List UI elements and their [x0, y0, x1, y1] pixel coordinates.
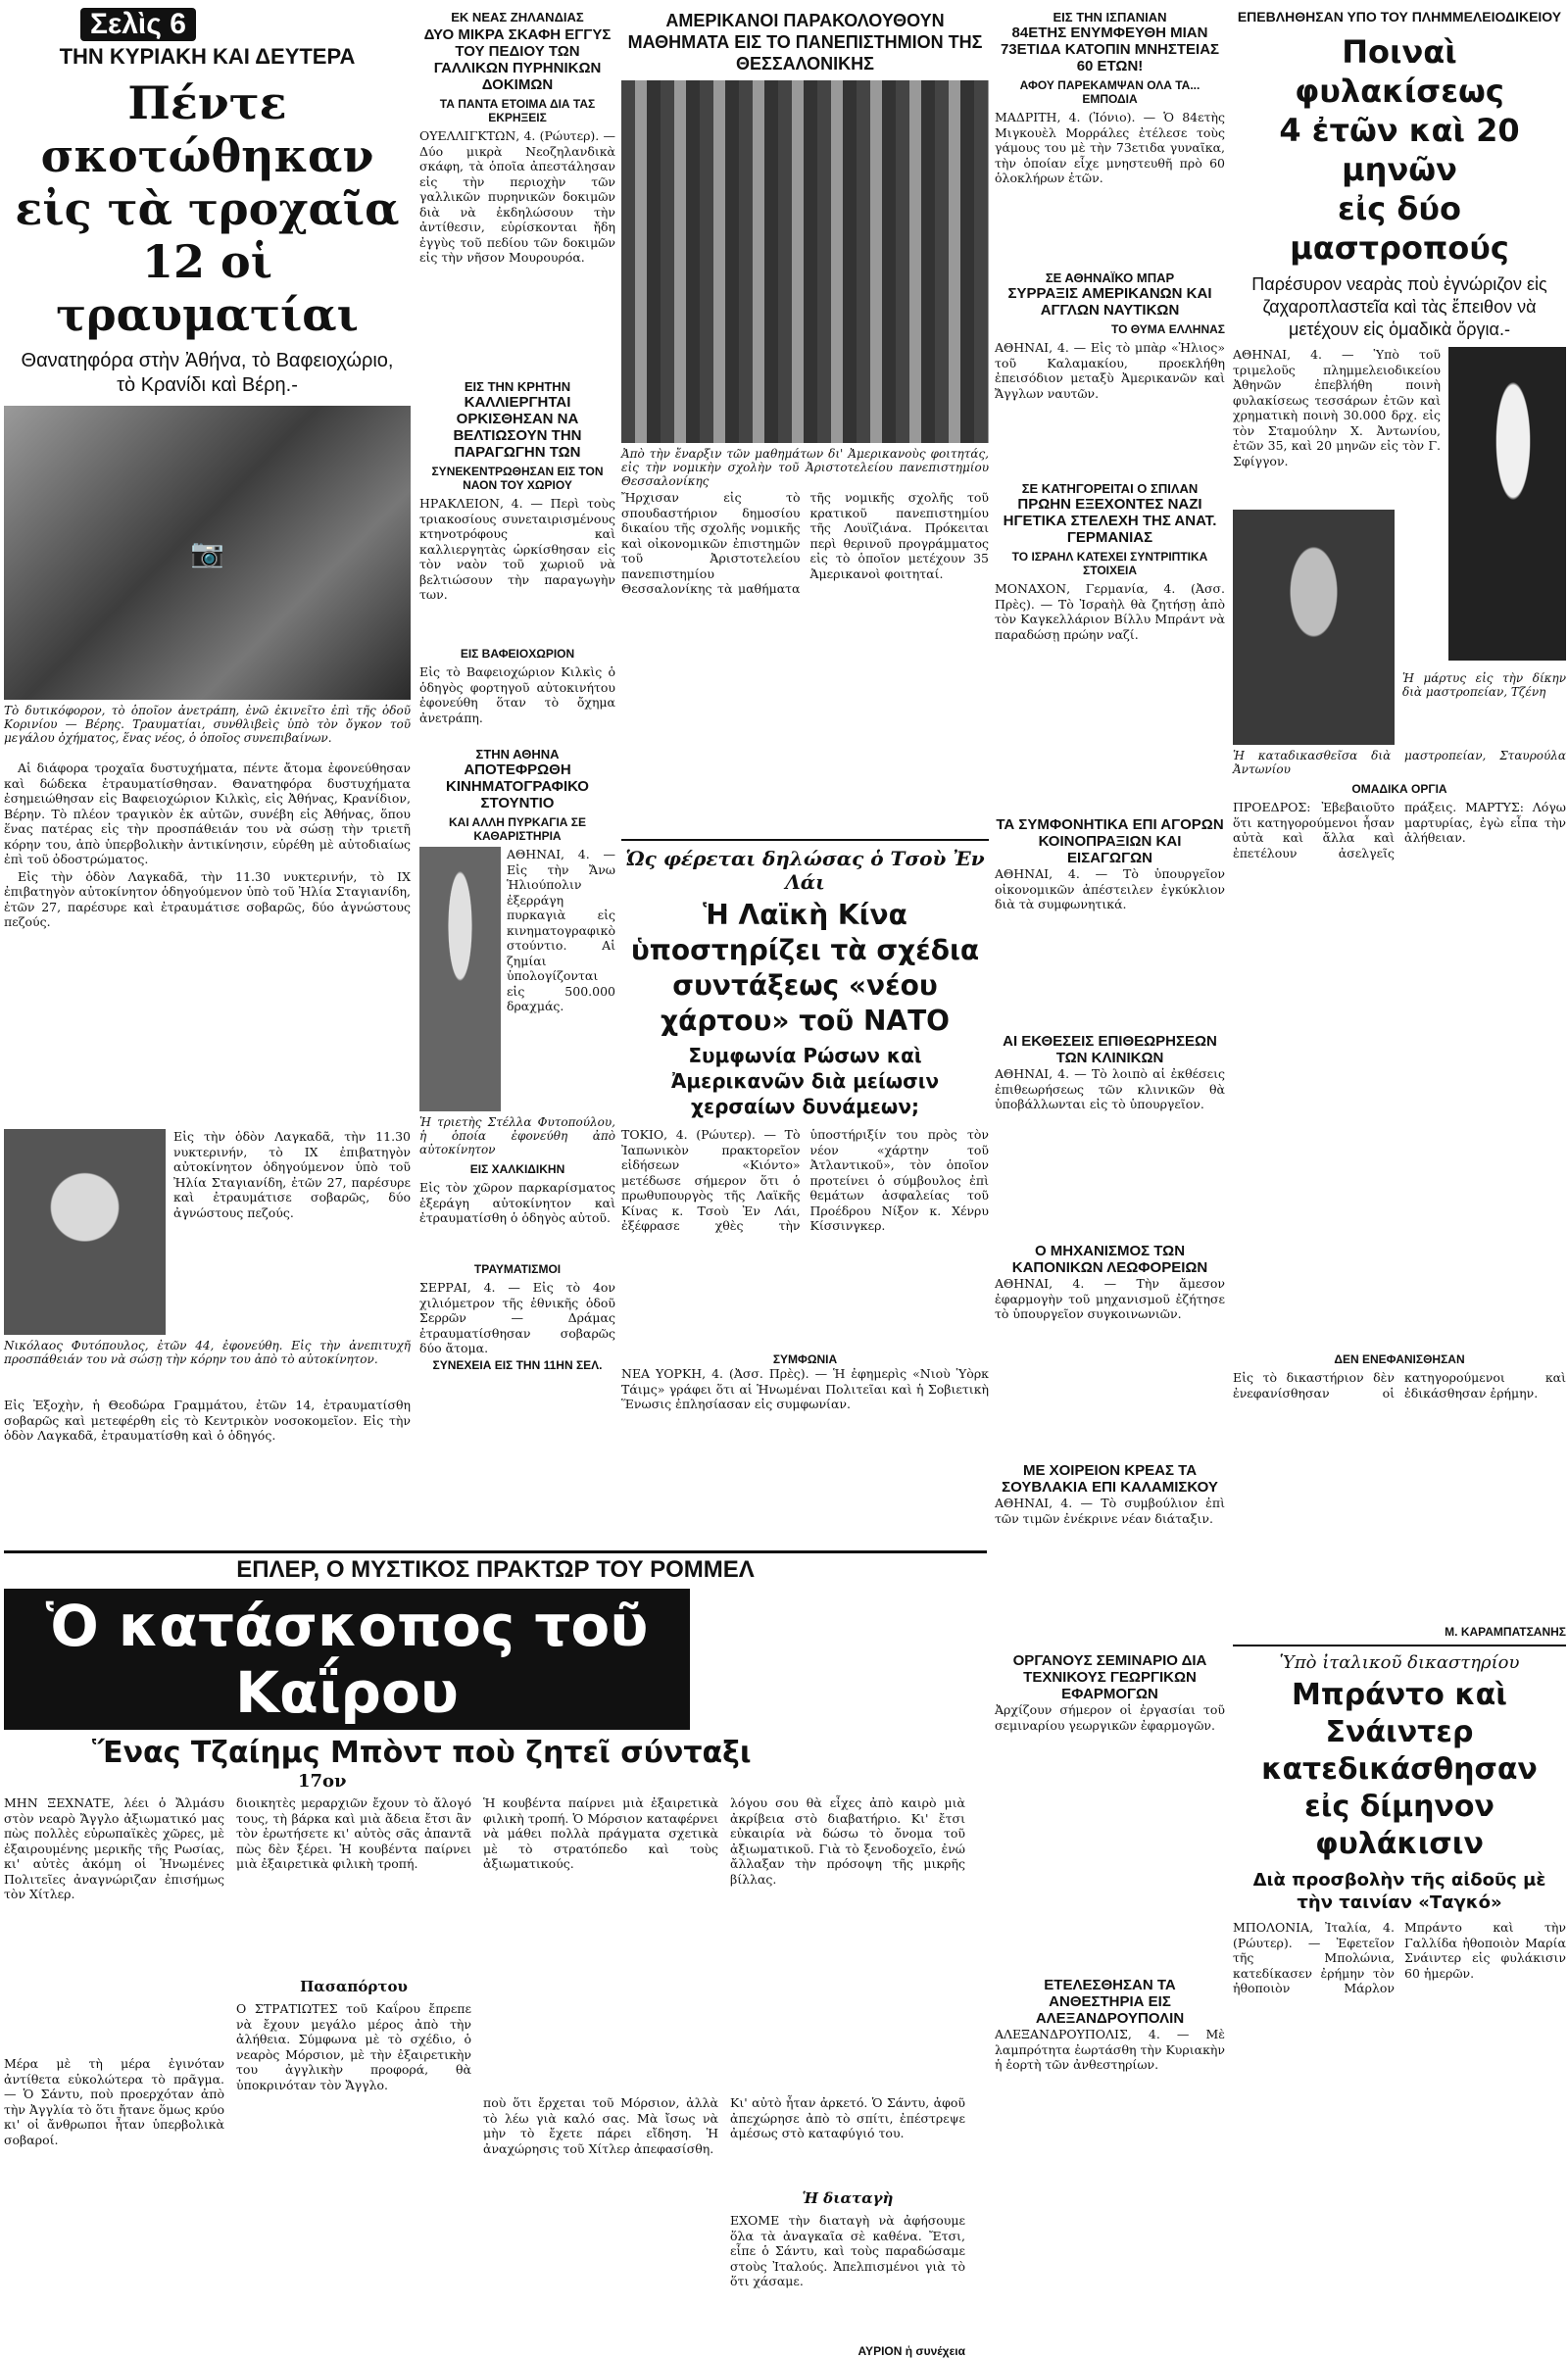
headline-line-1: Ποιναὶ φυλακίσεως: [1295, 33, 1504, 110]
subhead: Θανατηφόρα στὴν Ἀθήνα, τὸ Βαφειοχώριο, τὸ Κρανίδι καὶ Βέρη.-: [21, 350, 394, 396]
headline: [4, 76, 411, 341]
headline: ΑΙ ΕΚΘΕΣΕΙΣ ΕΠΙΘΕΩΡΗΣΕΩΝ ΤΩΝ ΚΛΙΝΙΚΩΝ: [1003, 1033, 1217, 1066]
article-body: ΜΟΝΑΧΟΝ, Γερμανία, 4. (Ἀσσ. Πρὲς). — Τὸ Ἰσραὴλ θὰ ζητήσῃ ἀπὸ τὸν Καγκελλάριον Βίλλυ Μπράντ νὰ παραδώσῃ πρώην ναζί.: [995, 581, 1225, 642]
article-body: ποὺ ὅτι ἔρχεται τοῦ Μόρσιον, ἀλλὰ τὸ λέω γιὰ καλό σας. Μὰ ἴσως νὰ μὴν τὸ ἔχετε πάρει εἴδηση. Ἡ ἀναχώρησις τοῦ Χίτλερ ἀπεφασίσθη.: [483, 2095, 718, 2156]
headline: [1233, 32, 1566, 268]
section-badge: Σελὶς 6: [80, 8, 196, 41]
subheadline: ΚΑΙ ΑΛΛΗ ΠΥΡΚΑΓΙΑ ΣΕ ΚΑΘΑΡΙΣΤΗΡΙΑ: [449, 815, 586, 843]
headline: ΚΑΛΛΙΕΡΓΗΤΑΙ ΟΡΚΙΣΘΗΣΑΝ ΝΑ ΒΕΛΤΙΩΣΟΥΝ ΤΗΝ ΠΑΡΑΓΩΓΗΝ ΤΩΝ: [453, 394, 582, 461]
continued-note: ΑΥΡΙΟΝ ἡ συνέχεια: [858, 2344, 965, 2358]
feature-column: [483, 1795, 718, 2358]
feature-kicker: ΕΠΛΕΡ, Ο ΜΥΣΤΙΚΟΣ ΠΡΑΚΤΩΡ ΤΟΥ ΡΟΜΜΕΛ: [236, 1556, 755, 1583]
subheadline: ΣΥΝΕΚΕΝΤΡΩΘΗΣΑΝ ΕΙΣ ΤΟΝ ΝΑΟΝ ΤΟΥ ΧΩΡΙΟΥ: [431, 465, 604, 492]
body-paragraph: Αἱ διάφορα τροχαῖα δυστυχήματα, πέντε ἄτομα ἐφονεύθησαν καὶ δώδεκα ἐτραυματίσθησαν. Θανατηφόρα δυστυχήματα ἐσημειώθησαν εἰς Βαφειοχώριον Κιλκὶς, εἰς Ἀθήνας, Κρανίδιον, Βέρην. Τὸ πλέον τραγικὸν ἐκ αὐτῶν, συνέβη εἰς Ἀθήνας, ὅπου ἕνας πατέρας εἰς τὴν προσπάθειάν του νὰ σώσῃ τὴν τριετῆ κόρην του, ἀπὸ ὑπερβολικὴν ἀντικίνησιν, εὑρέθη μὲ αὐτοδιαίως ἐπὶ τοῦ ὀδοστρώματος.: [4, 761, 411, 866]
article-body: ΑΘΗΝΑΙ, 4. — Τὸ ὑπουργεῖον οἰκονομικῶν ἀπέστειλεν ἐγκύκλιον διὰ τὰ συμφωνητικά.: [995, 866, 1225, 911]
headline-line-3: εἰς δίμηνον φυλάκισιν: [1304, 1790, 1494, 1861]
feature-column: [4, 1795, 224, 2358]
article-body: ΑΘΗΝΑΙ, 4. — Ὑπὸ τοῦ τριμελοῦς πλημμελειοδικείου Ἀθηνῶν ἐπεβλήθη ποινὴ φυλακίσεως τεσσάρων ἐτῶν καὶ χρηματικὴ ποινὴ 30.000 δρχ. εἰς τὸν Σταμούλην Χ. Ἀντωνίου, ἐτῶν 35, καὶ 20 μηνῶν εἰς τὸν Γ. Σφίγγον.: [1233, 347, 1441, 468]
article-body: ΗΡΑΚΛΕΙΟΝ, 4. — Περὶ τοὺς τριακοσίους συνεταιρισμένους κτηνοτρόφους καὶ καλλιεργητὰς ὡρκίσθησαν εἰς τὸν ναὸν τοῦ χωριοῦ νὰ βελτιώσουν τὴν παραγωγὴν των.: [419, 496, 615, 602]
kicker: ΣΤΗΝ ΑΘΗΝΑ: [475, 747, 560, 761]
subheadline: ΑΦΟΥ ΠΑΡΕΚΑΜΨΑΝ ΟΛΑ ΤΑ... ΕΜΠΟΔΙΑ: [1019, 78, 1200, 106]
article-body: Ο ΣΤΡΑΤΙΩΤΕΣ τοῦ Καΐρου ἔπρεπε νὰ ἔχουν μεγάλο μέρος ἀπὸ τὴν ἀλήθεια. Σύμφωνα μὲ τὸ σχέδιο, ὁ νεαρὸς Μόρσιον, μὲ τὴν ἐξαιρετικὴν του ἀγγλικὴν προφορά, θὰ ὑποκρινόταν τὸν Ἄγγλο.: [236, 2001, 471, 2092]
column-4: [995, 10, 1225, 2313]
headline: ΜΕ ΧΟΙΡΕΙΟΝ ΚΡΕΑΣ ΤΑ ΣΟΥΒΛΑΚΙΑ ΕΠΙ ΚΑΛΑΜΙΣΚΟΥ: [1002, 1462, 1218, 1496]
accused-portrait: [1233, 510, 1395, 745]
feature-story: [4, 1550, 987, 2358]
subheadline: ΕΙΣ ΧΑΛΚΙΔΙΚΗΝ: [469, 1162, 565, 1176]
victim-portrait-caption: Νικόλαος Φυτόπουλος, ἐτῶν 44, ἐφονεύθη. Εἰς τὴν ἀνεπιτυχῆ προσπάθειάν του νὰ σώσῃ τὴν κόρην του ἀπὸ τὸ αὐτοκίνητον.: [4, 1339, 411, 1366]
article-body: ΑΘΗΝΑΙ, 4. — Τὸ λοιπὸ αἱ ἐκθέσεις ἐπιθεωρήσεως τῶν κλινικῶν θὰ ὑποβάλλωνται εἰς τὸ ὑπουργεῖον.: [995, 1066, 1225, 1111]
headline-line-2: 4 ἐτῶν καὶ 20 μηνῶν: [1279, 112, 1520, 188]
subheadline: ΟΜΑΔΙΚΑ ΟΡΓΙΑ: [1351, 782, 1447, 796]
kicker: ΕΙΣ ΤΗΝ ΙΣΠΑΝΙΑΝ: [1053, 10, 1167, 25]
feature-subhead: Ἕνας Τζαίημς Μπὸντ ποὺ ζητεῖ σύνταξι: [92, 1736, 752, 1770]
kicker: Ὑπὸ ἰταλικοῦ δικαστηρίου: [1279, 1652, 1520, 1673]
subheadline: ΤΡΑΥΜΑΤΙΣΜΟΙ: [473, 1262, 562, 1276]
headline-line-2: κατεδικάσθησαν: [1261, 1752, 1538, 1787]
divider: [1233, 1645, 1566, 1646]
article-body: διοικητὲς μεραρχιῶν ἔχουν τὸ ἄλογό τους, τὴ βάρκα καὶ μιὰ ἄδεια ἔτσι ἂν τὸν ἐρωτήσετε κι' αὐτὸς σᾶς ἀπαντᾶ πὼς δὲν ξέρει. Ἡ κουβέντα παίρνει μιὰ ἐξαιρετικὰ φιλικὴ τροπή.: [236, 1795, 471, 1871]
article-body: Ἤρχισαν εἰς τὸ σπουδαστήριον δημοσίου δικαίου τῆς σχολῆς νομικῆς καὶ οἰκονομικῶν ἐπιστημῶν τοῦ Ἀριστοτελείου πανεπιστημίου Θεσσαλονίκης τὰ μαθήματα τῆς νομικῆς σχολῆς τοῦ κρατικοῦ πανεπιστημίου τῆς Λουϊζιάνα. Πρόκειται περὶ θερινοῦ προγράμματος εἰς τὸ ὁποῖον μετέχουν 35 Ἀμερικανοὶ φοιτηταί.: [621, 490, 989, 596]
crash-photo: [4, 406, 411, 700]
headline: ΑΠΟΤΕΦΡΩΘΗ ΚΙΝΗΜΑΤΟΓΡΑΦΙΚΟ ΣΤΟΥΝΤΙΟ: [446, 761, 589, 811]
lecture-photo-caption: Ἀπὸ τὴν ἔναρξιν τῶν μαθημάτων δι' Ἀμερικανοὺς φοιτητάς, εἰς τὴν νομικὴν σχολὴν τοῦ Ἀριστοτελείου πανεπιστημίου Θεσσαλονίκης: [621, 447, 989, 488]
day-label: ΤΗΝ ΚΥΡΙΑΚΗ ΚΑΙ ΔΕΥΤΕΡΑ: [59, 44, 356, 69]
headline: ΠΡΩΗΝ ΕΞΕΧΟΝΤΕΣ ΝΑΖΙ ΗΓΕΤΙΚΑ ΣΤΕΛΕΧΗ ΤΗΣ ΑΝΑΤ. ΓΕΡΜΑΝΙΑΣ: [1003, 496, 1217, 546]
kicker: ΕΙΣ ΤΗΝ ΚΡΗΤΗΝ: [464, 379, 571, 394]
feature-headline-banner: [4, 1589, 690, 1730]
headline: Ο ΜΗΧΑΝΙΣΜΟΣ ΤΩΝ ΚΑΠΟΝΙΚΩΝ ΛΕΩΦΟΡΕΙΩΝ: [1011, 1243, 1208, 1276]
article-body: ΟΥΕΛΛΙΓΚΤΩΝ, 4. (Ρώυτερ). — Δύο μικρὰ Νεοζηλανδικὰ σκάφη, τὰ ὁποῖα ἀπεστάλησαν εἰς τὴν περιοχὴν τῶν γαλλικῶν πυρηνικῶν δοκιμῶν διὰ νὰ ἐκδηλώσουν τὴν ἀντίθεσιν, εὑρίσκονται ἤδη ἐγγὺς τοῦ πεδίου τῶν δοκιμῶν εἰς τὴν νῆσον Μουρουρόα.: [419, 128, 615, 265]
kicker: ΣΕ ΑΘΗΝΑΪΚΟ ΜΠΑΡ: [1045, 270, 1175, 285]
article-body: Εἰς τὸ Βαφειοχώριον Κιλκὶς ὁ ὁδηγὸς φορτηγοῦ αὐτοκινήτου ἐφονεύθη ὅταν τὸ ὄχημα ἀνετράπη.: [419, 664, 615, 725]
girl-portrait: [419, 847, 501, 1111]
continued-note: ΣΥΝΕΧΕΙΑ ΕΙΣ ΤΗΝ 11ΗΝ ΣΕΛ.: [432, 1358, 603, 1372]
victim-portrait: [4, 1129, 166, 1335]
article-body: ΕΧΟΜΕ τὴν διαταγὴ νὰ ἀφήσουμε ὅλα τὰ ἀναγκαῖα σὲ καθένα. Ἔτσι, εἶπε ὁ Σάντυ, καὶ τοὺς παραδώσαμε στοὺς Ἰταλούς. Ἀπελπισμένοι γιὰ τὸ ὅτι χάσαμε.: [730, 2213, 965, 2288]
subheadline: ΤΟ ΘΥΜΑ ΕΛΛΗΝΑΣ: [1111, 322, 1225, 336]
headline-line-1: Πέντε σκοτώθηκαν: [40, 76, 374, 182]
camera-icon: 📷: [190, 536, 224, 569]
headline-line-1: Μπράντο καὶ Σνάιντερ: [1292, 1678, 1507, 1749]
divider: [621, 839, 989, 841]
article-body: ΜΠΟΛΟΝΙΑ, Ἰταλία, 4. (Ρώυτερ). — Ἐφετεῖον τῆς Μπολώνια, κατεδίκασεν ἐρήμην τὸν ἠθοποιὸν Μάρλον Μπράντο καὶ τὴν Γαλλίδα ἠθοποιὸν Μαρία Σνάιντερ εἰς φυλάκισιν 60 ἡμερῶν.: [1233, 1920, 1566, 1995]
article-body: Εἰς τὸν χῶρον παρκαρίσματος ἐξεράγη αὐτοκίνητον καὶ ἐτραυματίσθη ὁ ὁδηγὸς αὐτοῦ.: [419, 1180, 615, 1225]
column-5: [1233, 10, 1566, 2313]
article-body: ΑΘΗΝΑΙ, 4. — Τὴν ἄμεσον ἐφαρμογὴν τοῦ μηχανισμοῦ ἐζήτησε τὸ ὑπουργεῖον συγκοινωνιῶν.: [995, 1276, 1225, 1321]
body-paragraph: Εἰς τὴν ὁδὸν Λαγκαδᾶ, τὴν 11.30 νυκτερινήν, τὸ ΙΧ ἐπιβατηγὸν αὐτοκίνητον ὁδηγούμενον ὑπὸ τοῦ Ἠλία Σταγιανίδη, ἐτῶν 27, παρέσυρε καὶ ἐτραυμάτισε σοβαρῶς, δύο ἀγνώστους πεζούς.: [4, 868, 411, 929]
headline: Ἡ Λαϊκὴ Κίνα ὑποστηρίζει τὰ σχέδια συντάξεως «νέου χάρτου» τοῦ ΝΑΤΟ: [630, 899, 980, 1037]
column-2: [419, 10, 615, 1547]
feature-headline: Ὁ κατάσκοπος τοῦ Καΐρου: [45, 1593, 649, 1726]
subheadline: ΔΕΝ ΕΝΕΦΑΝΙΣΘΗΣΑΝ: [1334, 1352, 1465, 1366]
lecture-photo: [621, 80, 989, 443]
kicker: ΕΠΕΒΛΗΘΗΣΑΝ ΥΠΟ ΤΟΥ ΠΛΗΜΜΕΛΕΙΟΔΙΚΕΙΟΥ: [1237, 9, 1562, 25]
episode-number: 17ον: [298, 1771, 347, 1792]
article-body: ΠΡΟΕΔΡΟΣ: Ἐβεβαιοῦτο ὅτι κατηγορούμενοι ἦσαν αὐτὰ καὶ ἄλλα καὶ ἐπετέλουν ἀσελγεῖς πράξεις. ΜΑΡΤΥΣ: Λόγω μαρτυρίας, ἐγὼ εἶπα τὴν ἀλήθειαν.: [1233, 800, 1566, 860]
subhead: Διὰ προσβολὴν τῆς αἰδοῦς μὲ τὴν ταινίαν «Ταγκό»: [1252, 1870, 1546, 1913]
subheadline: Πασαπόρτου: [300, 1978, 408, 1995]
article-body: ΑΛΕΞΑΝΔΡΟΥΠΟΛΙΣ, 4. — Μὲ λαμπρότητα ἐωρτάσθη τὴν Κυριακὴν ἡ ἑορτὴ τῶν ἀνθεστηρίων.: [995, 2027, 1225, 2072]
article-body: λόγου σου θὰ εἶχες ἀπὸ καιρὸ μιὰ ἀκρίβεια στὸ διαβατήριο. Κι' ἔτσι εὐκαιρία νὰ δώσω τὸ ὄνομα τοῦ ἀξιωματικοῦ. Γιὰ τὸ ξενοδοχεῖο, ἐνώ ἄλλαξαν τὴν πρόσοψη τῆς μικρῆς βίλλας.: [730, 1795, 965, 1887]
kicker: ΕΚ ΝΕΑΣ ΖΗΛΑΝΔΙΑΣ: [451, 10, 584, 25]
headline: ΟΡΓΑΝΟΥΣ ΣΕΜΙΝΑΡΙΟ ΔΙΑ ΤΕΧΝΙΚΟΥΣ ΓΕΩΡΓΙΚΩΝ ΕΦΑΡΜΟΓΩΝ: [1012, 1652, 1207, 1702]
subhead: Παρέσυρον νεαρὰς ποὺ ἐγνώριζον εἰς ζαχαροπλαστεῖα καὶ τὰς ἔπειθον νὰ μετέχουν εἰς ὁμαδικὰ ὄργια.-: [1251, 274, 1547, 339]
headline: ΤΑ ΣΥΜΦΟΝΗΤΙΚΑ ΕΠΙ ΑΓΟΡΩΝ ΚΟΙΝΟΠΡΑΞΙΩΝ ΚΑΙ ΕΙΣΑΓΩΓΩΝ: [996, 816, 1224, 866]
subheadline: ΤΑ ΠΑΝΤΑ ΕΤΟΙΜΑ ΔΙΑ ΤΑΣ ΕΚΡΗΞΕΙΣ: [439, 97, 596, 124]
feature-body: [4, 1795, 987, 2358]
column-3: [621, 10, 989, 1411]
crash-photo-caption: Τὸ δυτικόφορον, τὸ ὁποῖον ἀνετράπη, ἐνῶ ἐκινεῖτο ἐπὶ τῆς ὁδοῦ Κορινίου — Βέρης. Τραυματίαι, συνθλιβεὶς ὑπὸ τὸν ὄγκον τοῦ μεγάλου ὀχήματος, ἕνας νέος, ὁ ὁποῖος συνεπιβαίνων.: [4, 704, 411, 745]
headline-line-3: 12 οἱ τραυματίαι: [56, 235, 359, 341]
headline: ΕΤΕΛΕΣΘΗΣΑΝ ΤΑ ΑΝΘΕΣΤΗΡΙΑ ΕΙΣ ΑΛΕΞΑΝΔΡΟΥΠΟΛΙΝ: [1035, 1977, 1185, 2027]
girl-portrait-caption: Ἡ τριετὴς Στέλλα Φυτοπούλου, ἡ ὁποία ἐφονεύθη ἀπὸ αὐτοκίνητον: [419, 1115, 615, 1156]
witness-portrait: [1448, 347, 1566, 661]
headline: [1233, 1677, 1566, 1863]
divider: [4, 1550, 987, 1553]
article-body-end: Εἰς Ἐξοχὴν, ἡ Θεοδώρα Γραμμάτου, ἐτῶν 14, ἐτραυματίσθη σοβαρῶς καὶ μετεφέρθη εἰς τὸ Κεντρικὸν νοσοκομεῖον. Εἰς τὴν ὁδὸν Λαγκαδᾶ, ἐτραυματίσθη καὶ ὁ ὁδηγός.: [4, 1398, 411, 1443]
headline: ΣΥΡΡΑΞΙΣ ΑΜΕΡΙΚΑΝΩΝ ΚΑΙ ΑΓΓΛΩΝ ΝΑΥΤΙΚΩΝ: [1007, 285, 1212, 319]
column-1: [4, 8, 411, 1547]
feature-column: [236, 1795, 471, 2358]
article-body: Εἰς τὸ δικαστήριον δὲν ἐνεφανίσθησαν οἱ κατηγορούμενοι καὶ ἐδικάσθησαν ἐρήμην.: [1233, 1370, 1566, 1400]
subheadline: ΕΙΣ ΒΑΦΕΙΟΧΩΡΙΟΝ: [460, 647, 575, 661]
witness-portrait-caption: Ἡ μάρτυς εἰς τὴν δίκην διὰ μαστροπείαν, Τζένη: [1402, 671, 1566, 699]
article-body: ΑΘΗΝΑΙ, 4. — Εἰς τὸ μπὰρ «Ἡλιος» τοῦ Καλαμακίου, προεκλήθη ἐπεισόδιον μεταξὺ Ἀμερικανῶν καὶ Ἄγγλων ναυτῶν.: [995, 340, 1225, 401]
byline: Μ. ΚΑΡΑΜΠΑΤΣΑΝΗΣ: [1445, 1625, 1566, 1639]
article-body: Μέρα μὲ τὴ μέρα ἐγινόταν ἀντίθετα εὐκολώτερα τὸ πρᾶγμα. — Ὁ Σάντυ, ποὺ προερχόταν ἀπὸ τὴν Ἀγγλία τὸ ὅτι ἤτανε ὅμως κρύο κι' οἱ ἄνθρωποι ἦταν ὑπερβολικὰ σοβαροί.: [4, 2056, 224, 2147]
article-body: Κι' αὐτὸ ἦταν ἀρκετό. Ὁ Σάντυ, ἀφοῦ ἀπεχώρησε ἀπὸ τὸ σπίτι, ἐπέστρεψε ἀμέσως στὸ καταφύγιό του.: [730, 2095, 965, 2140]
headline-line-3: εἰς δύο μαστροπούς: [1290, 190, 1509, 267]
accused-portrait-caption: Ἡ καταδικασθεῖσα διὰ μαστροπείαν, Σταυρούλα Ἀντωνίου: [1233, 749, 1566, 776]
article-body: [4, 761, 411, 1125]
article-body: ΤΟΚΙΟ, 4. (Ρώυτερ). — Τὸ Ἰαπωνικὸν πρακτορεῖον εἰδήσεων «Κιόντο» μετέδωσε σήμερον ὅτι ὁ πρωθυπουργὸς τῆς Λαϊκῆς Κίνας κ. Τσοὺ Ἐν Λάι, ἐξέφρασε χθὲς τὴν ὑποστήριξίν του πρὸς τὸν νέον «χάρτην τοῦ Ἀτλαντικοῦ», τὸν ὁποῖον προτείνει ὁ σύμβουλος ἐπὶ θεμάτων ἀσφαλείας τοῦ Προέδρου Νίξον κ. Χένρυ Κίσσινγκερ.: [621, 1127, 989, 1233]
subheadline: ΣΥΜΦΩΝΙΑ: [772, 1352, 838, 1366]
kicker: ΣΕ ΚΑΤΗΓΟΡΕΙΤΑΙ Ο ΣΠΙΛΑΝ: [1021, 481, 1199, 496]
subheadline: ΤΟ ΙΣΡΑΗΛ ΚΑΤΕΧΕΙ ΣΥΝΤΡΙΠΤΙΚΑ ΣΤΟΙΧΕΙΑ: [1011, 550, 1208, 577]
kicker: Ὡς φέρεται δηλώσας ὁ Τσοὺ Ἐν Λάι: [625, 847, 985, 894]
headline: ΔΥΟ ΜΙΚΡΑ ΣΚΑΦΗ ΕΓΓΥΣ ΤΟΥ ΠΕΔΙΟΥ ΤΩΝ ΓΑΛΛΙΚΩΝ ΠΥΡΗΝΙΚΩΝ ΔΟΚΙΜΩΝ: [423, 26, 612, 93]
article-body-side: Εἰς τὴν ὁδὸν Λαγκαδᾶ, τὴν 11.30 νυκτερινήν, τὸ ΙΧ ἐπιβατηγὸν αὐτοκίνητον ὁδηγούμενον ὑπὸ τοῦ Ἠλία Σταγιανίδη, ἐτῶν 27, παρέσυρε καὶ ἐτραυμάτισε σοβαρῶς, δύο ἀγνώστους πεζούς.: [173, 1129, 411, 1220]
subheadline: Ἡ διαταγὴ: [802, 2189, 894, 2207]
article-body: ΜΑΔΡΙΤΗ, 4. (Ἰόνιο). — Ὁ 84ετὴς Μιγκουὲλ Μορράλες ἐτέλεσε τοὺς γάμους του μὲ τὴν 73ετιδα γυναῖκα, τὴν ὁποίαν εἶχε μνηστευθῆ πρὸ 60 ὁλοκλήρων ἐτῶν.: [995, 110, 1225, 185]
article-body: ΣΕΡΡΑΙ, 4. — Εἰς τὸ 4ον χιλιόμετρον τῆς ἐθνικῆς ὁδοῦ Σερρῶν — Δράμας ἐτραυματίσθησαν σοβαρῶς δύο ἄτομα.: [419, 1280, 615, 1355]
article-body: ΑΘΗΝΑΙ, 4. — Τὸ συμβούλιον ἐπὶ τῶν τιμῶν ἐνέκρινε νέαν διάταξιν.: [995, 1496, 1225, 1526]
subheadline: Συμφωνία Ρώσων καὶ Ἀμερικανῶν διὰ μείωσιν χερσαίων δυνάμεων;: [670, 1044, 940, 1118]
article-body: ΜΗΝ ΞΕΧΝΑΤΕ, λέει ὁ Ἄλμάσυ στὸν νεαρὸ Ἄγγλο ἀξιωματικό μας πὼς πολλὲς εὐρωπαϊκὲς χῶρες, μὲ ἐξαιρουμένης μερικῆς τῆς Ρωσίας, κι' αὐτὲς ἀκόμη οἱ Ἡνωμένες Πολιτεῖες ἀναγνώριζαν ἐπισήμως τὸν Χίτλερ.: [4, 1795, 224, 1901]
article-body: ΑΘΗΝΑΙ, 4. — Εἰς τὴν Ἄνω Ἡλιούπολιν ἐξερράγη πυρκαγιὰ εἰς κινηματογραφικὸ στούντιο. Αἱ ζημίαι ὑπολογίζονται εἰς 500.000 δραχμάς.: [506, 847, 615, 1013]
article-body: Ἡ κουβέντα παίρνει μιὰ ἐξαιρετικὰ φιλικὴ τροπή. Ὁ Μόρσιον καταφέρνει νὰ μάθει πολλὰ πράγματα σχετικὰ μὲ τὸ στρατόπεδο καὶ τοὺς ἀξιωματικούς.: [483, 1795, 718, 1871]
article-body: ΝΕΑ ΥΟΡΚΗ, 4. (Ἀσσ. Πρὲς). — Ἡ ἐφημερὶς «Νιοὺ Ὑὸρκ Τάιμς» γράφει ὅτι αἱ Ἡνωμέναι Πολιτεῖαι καὶ ἡ Σοβιετικὴ Ἕνωσις ἐπλησίασαν εἰς συμφωνίαν.: [621, 1366, 989, 1411]
headline: ΑΜΕΡΙΚΑΝΟΙ ΠΑΡΑΚΟΛΟΥΘΟΥΝ ΜΑΘΗΜΑΤΑ ΕΙΣ ΤΟ ΠΑΝΕΠΙΣΤΗΜΙΟΝ ΤΗΣ ΘΕΣΣΑΛΟΝΙΚΗΣ: [627, 11, 983, 74]
article-body: Ἀρχίζουν σήμερον οἱ ἐργασίαι τοῦ σεμιναρίου γεωργικῶν ἐφαρμογῶν.: [995, 1702, 1225, 1733]
headline-line-2: εἰς τὰ τροχαῖα: [15, 182, 400, 235]
headline: 84ΕΤΗΣ ΕΝΥΜΦΕΥΘΗ ΜΙΑΝ 73ΕΤΙΔΑ ΚΑΤΟΠΙΝ ΜΝΗΣΤΕΙΑΣ 60 ΕΤΩΝ!: [1000, 25, 1220, 74]
feature-column: [730, 1795, 965, 2358]
